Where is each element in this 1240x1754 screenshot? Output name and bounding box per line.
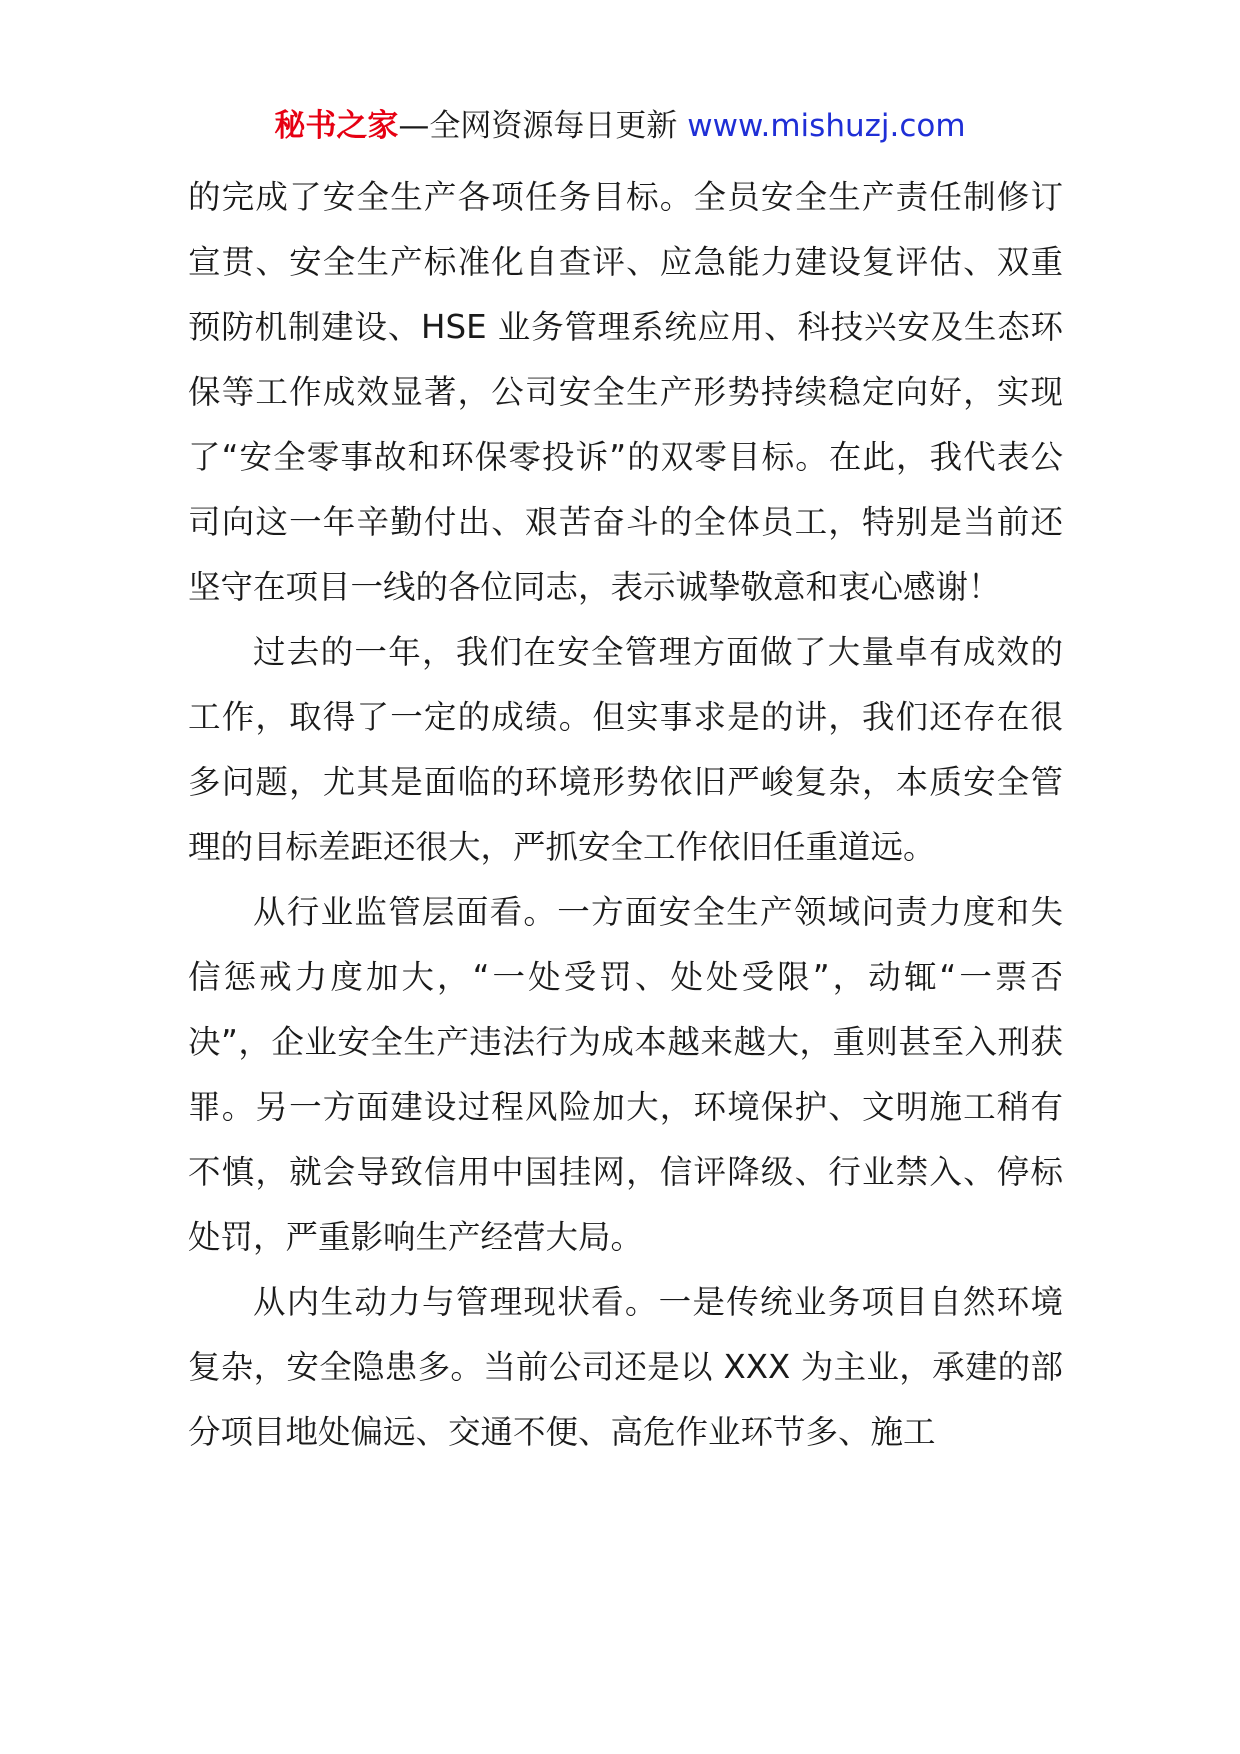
- page-header: [0, 104, 1240, 148]
- brand-name: 秘书之家: [274, 108, 399, 144]
- header-tagline: —全网资源每日更新: [398, 108, 688, 144]
- paragraph: 从内生动力与管理现状看。一是传统业务项目自然环境复杂，安全隐患多。当前公司还是以 XXX 为主业，承建的部分项目地处偏远、交通不便、高危作业环节多、施工: [188, 1283, 1063, 1451]
- paragraph-continued: 的完成了安全生产各项任务目标。全员安全生产责任制修订宣贯、安全生产标准化自查评、应急能力建设复评估、双重预防机制建设、HSE 业务管理系统应用、科技兴安及生态环保等工作成效显著，公司安全生产形势持续稳定向好，实现了“安全零事故和环保零投诉”的双零目标。在此，我代表公司向这一年辛勤付出、艰苦奋斗的全体员工，特别是当前还坚守在项目一线的各位同志，表示诚挚敬意和衷心感谢！: [188, 178, 1063, 606]
- paragraph: 过去的一年，我们在安全管理方面做了大量卓有成效的工作，取得了一定的成绩。但实事求是的讲，我们还存在很多问题，尤其是面临的环境形势依旧严峻复杂，本质安全管理的目标差距还很大，严抓安全工作依旧任重道远。: [188, 633, 1063, 866]
- document-body: [188, 165, 1063, 1465]
- site-url-link[interactable]: www.mishuzj.com: [687, 108, 966, 144]
- paragraph: 从行业监管层面看。一方面安全生产领域问责力度和失信惩戒力度加大，“一处受罚、处处受限”，动辄“一票否决”，企业安全生产违法行为成本越来越大，重则甚至入刑获罪。另一方面建设过程风险加大，环境保护、文明施工稍有不慎，就会导致信用中国挂网，信评降级、行业禁入、停标处罚，严重影响生产经营大局。: [188, 893, 1063, 1256]
